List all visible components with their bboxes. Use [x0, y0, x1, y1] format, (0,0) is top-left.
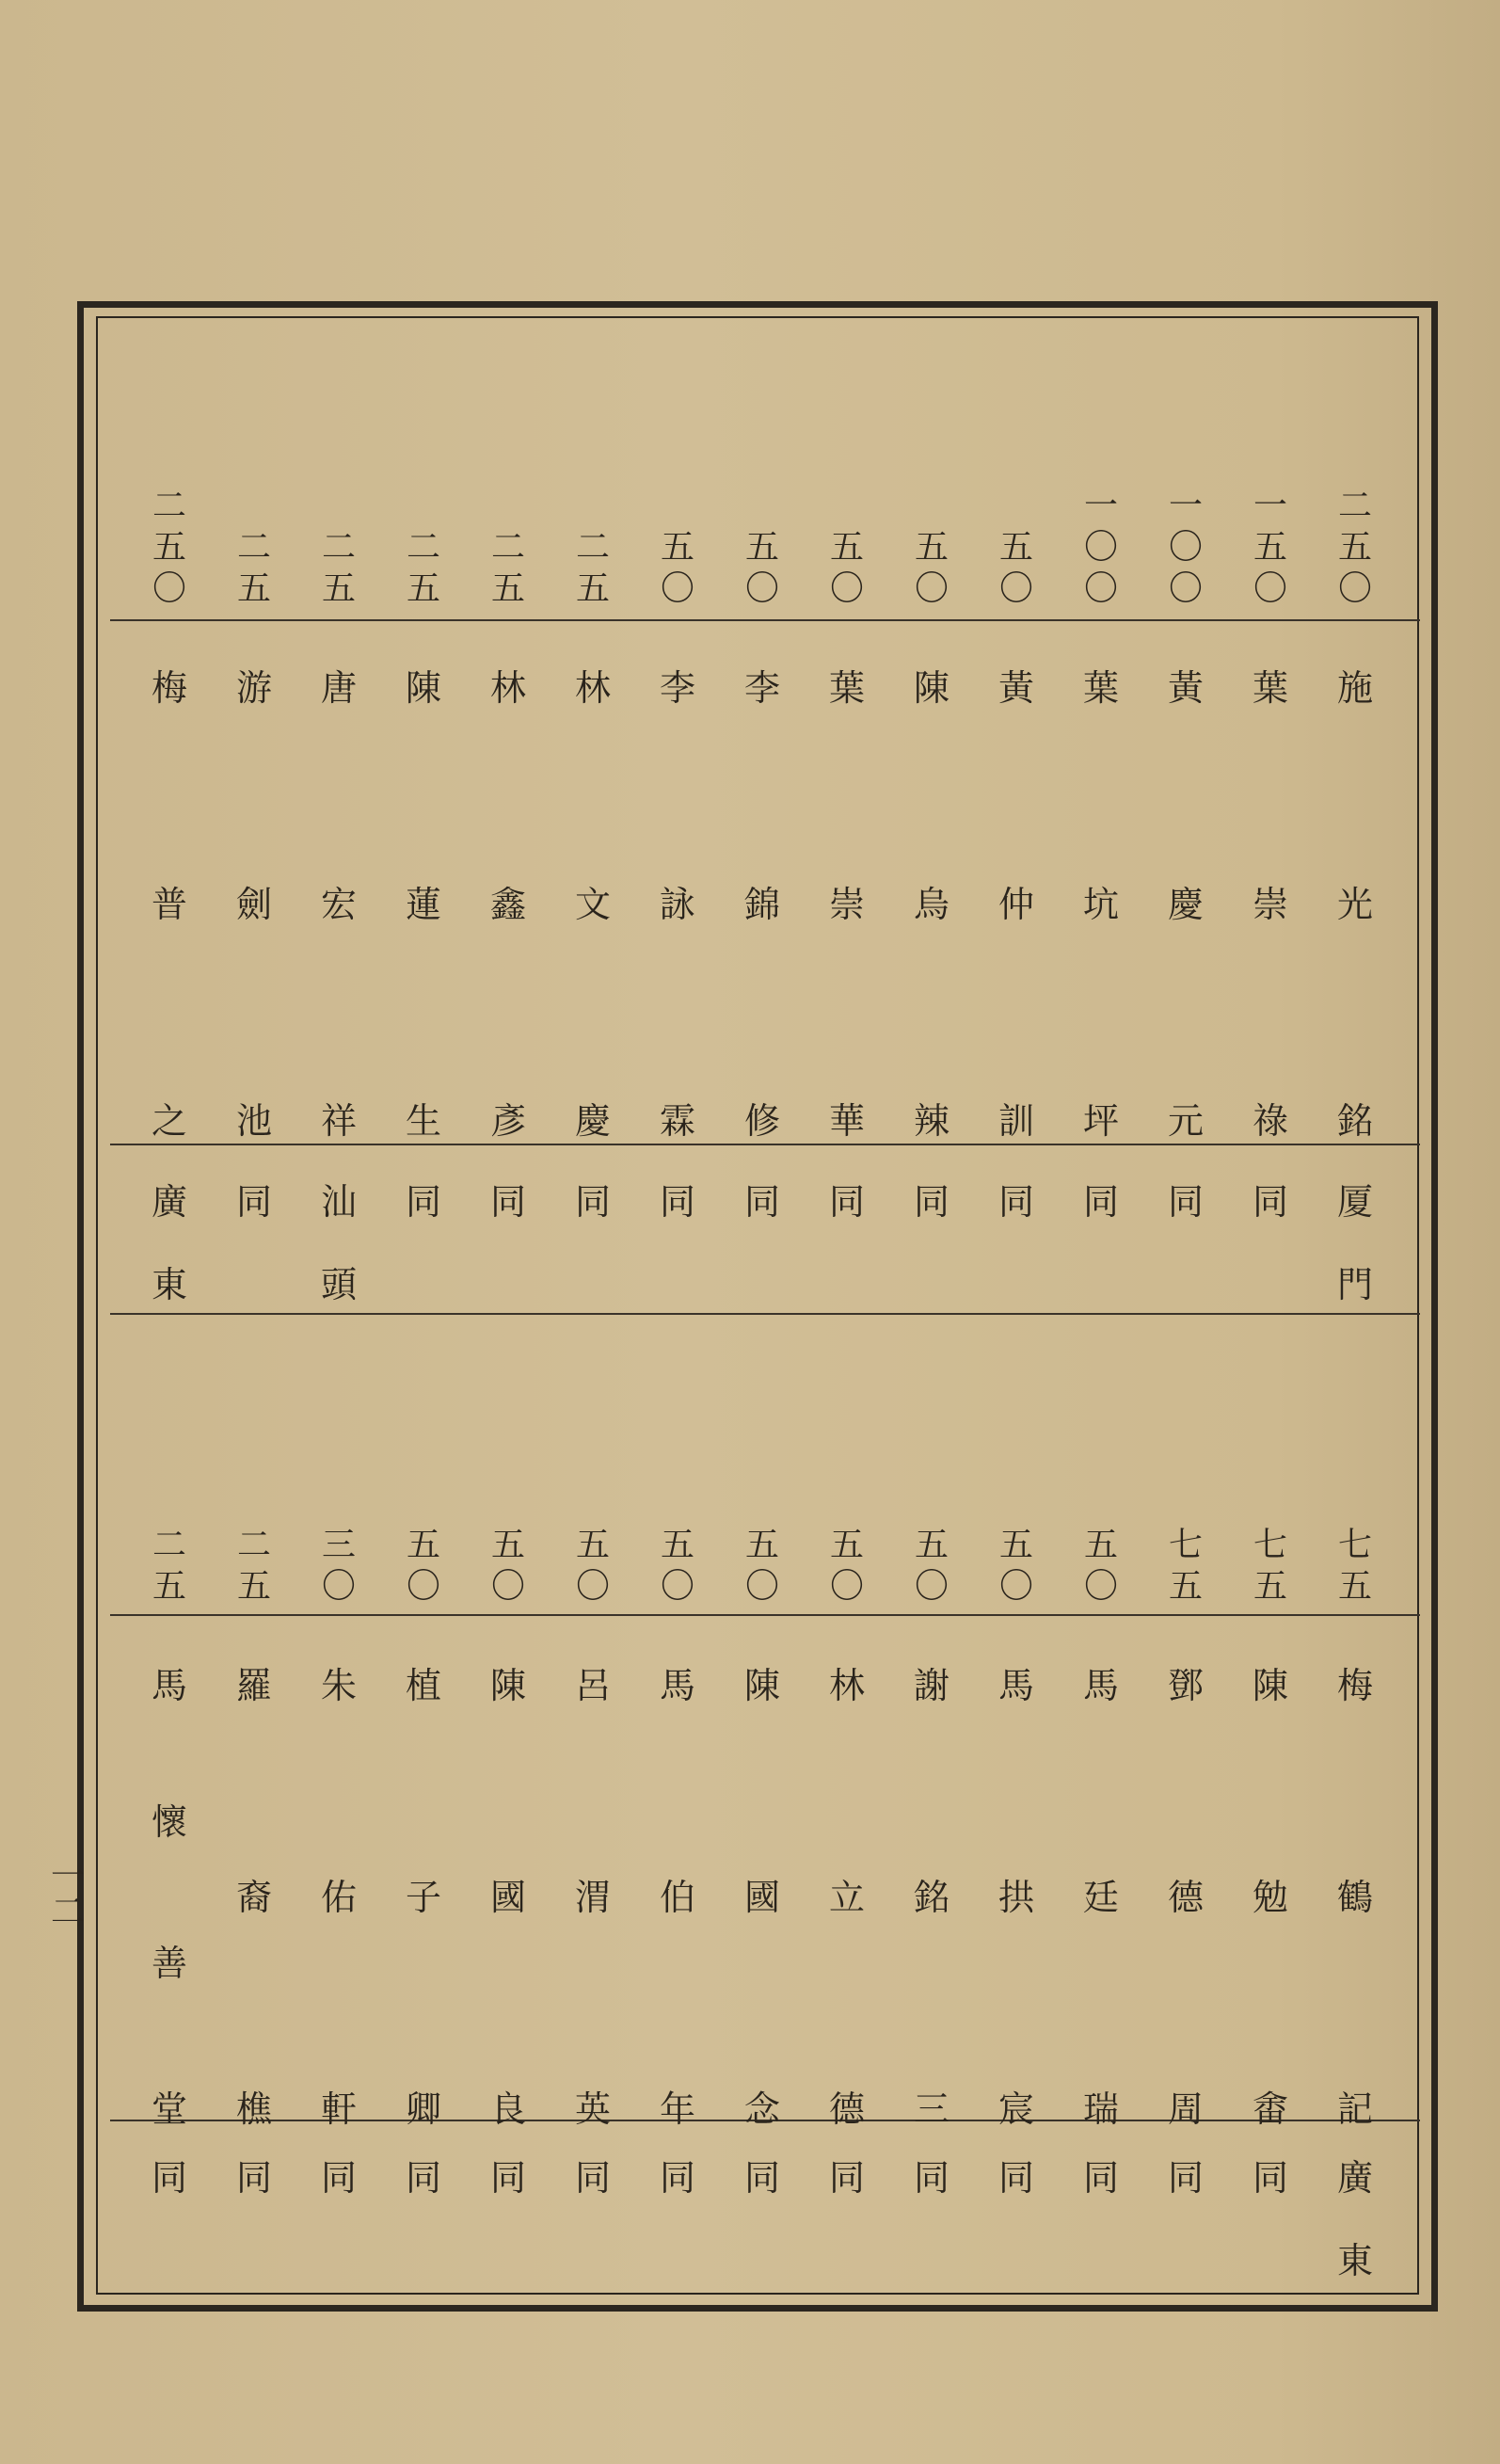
glyph: 同 — [743, 2157, 780, 2199]
donor-name-char: 崇 — [828, 884, 865, 925]
donor-name-char: 普 — [151, 884, 187, 925]
donation-amount — [551, 1525, 635, 1608]
glyph: 〇 — [490, 1567, 525, 1606]
glyph: 二 — [152, 1526, 186, 1564]
donor-name-char: 宸 — [997, 2088, 1034, 2130]
donor-name-char: 慶 — [1167, 884, 1204, 925]
donation-amount — [1059, 1525, 1143, 1608]
glyph: 〇 — [829, 1567, 864, 1606]
glyph: 同 — [320, 2157, 357, 2199]
donor-name-char: 瑞 — [1082, 2088, 1119, 2130]
glyph: 同 — [1167, 1181, 1204, 1223]
glyph: 五 — [744, 1526, 779, 1564]
donation-amount — [212, 527, 296, 610]
donor-name-char: 林 — [828, 1665, 865, 1706]
donor-name-char: 梅 — [1336, 1665, 1373, 1706]
donor-name-char: 樵 — [235, 2088, 272, 2130]
glyph: 二 — [236, 1526, 271, 1564]
glyph: 同 — [1082, 1181, 1119, 1223]
donor-name-char: 唐 — [320, 667, 357, 709]
glyph: 門 — [1336, 1264, 1373, 1305]
donor-name-char: 渭 — [574, 1877, 611, 1918]
donor-name-char: 李 — [743, 667, 780, 709]
donor-name-char: 鑫 — [489, 884, 526, 925]
donor-place — [212, 1160, 296, 1243]
donor-name-char: 文 — [574, 884, 611, 925]
glyph: 〇 — [914, 1567, 949, 1606]
glyph: 二 — [321, 528, 356, 567]
donation-amount — [720, 1525, 805, 1608]
donor-name-char: 坑 — [1082, 884, 1119, 925]
glyph: 七 — [1253, 1526, 1287, 1564]
donor-name-char: 修 — [743, 1100, 780, 1142]
donor-place — [381, 1160, 466, 1243]
donor-name-char: 坪 — [1082, 1100, 1119, 1142]
donor-place — [805, 1160, 889, 1243]
donation-amount — [1228, 1525, 1313, 1608]
bottom-amount-rule — [110, 1614, 1420, 1616]
donor-place — [974, 1160, 1059, 1243]
donation-amount — [296, 527, 381, 610]
glyph: 一 — [1168, 487, 1203, 525]
glyph: 同 — [997, 2157, 1034, 2199]
donor-place — [1059, 1160, 1143, 1243]
glyph: 廣 — [151, 1181, 187, 1223]
donor-place — [1313, 1160, 1397, 1326]
glyph: 同 — [405, 1181, 441, 1223]
glyph: 五 — [1083, 1526, 1118, 1564]
glyph: 五 — [998, 528, 1033, 567]
donation-amount — [889, 1525, 974, 1608]
donor-name-char: 銘 — [1336, 1100, 1373, 1142]
glyph: 五 — [1337, 1567, 1372, 1606]
donation-amount — [296, 1525, 381, 1608]
glyph: 一 — [1253, 487, 1287, 525]
glyph: 〇 — [1083, 1567, 1118, 1606]
glyph: 二 — [490, 528, 525, 567]
glyph: 五 — [660, 528, 694, 567]
glyph: 同 — [405, 2157, 441, 2199]
glyph: 同 — [828, 1181, 865, 1223]
donor-name-char: 卿 — [405, 2088, 441, 2130]
donor-name-char: 堂 — [151, 2088, 187, 2130]
donor-name-char: 林 — [574, 667, 611, 709]
top-place-rule — [110, 1144, 1420, 1145]
donor-name-char: 鶴 — [1336, 1877, 1373, 1918]
donor-name-char: 黃 — [997, 667, 1034, 709]
donor-place — [127, 1160, 212, 1326]
glyph: 五 — [152, 528, 186, 567]
donation-amount — [127, 1525, 212, 1608]
donor-name-char: 池 — [235, 1100, 272, 1142]
donor-name-char: 霖 — [659, 1100, 695, 1142]
glyph: 〇 — [998, 1567, 1033, 1606]
donor-place — [127, 2136, 212, 2219]
glyph: 五 — [406, 569, 440, 608]
donor-name-char: 之 — [151, 1100, 187, 1142]
glyph: 〇 — [152, 569, 186, 608]
glyph: 二 — [236, 528, 271, 567]
glyph: 同 — [489, 1181, 526, 1223]
donor-name-char: 辣 — [913, 1100, 949, 1142]
donor-place — [635, 2136, 720, 2219]
glyph: 同 — [1252, 1181, 1288, 1223]
glyph: 五 — [829, 1526, 864, 1564]
glyph: 五 — [575, 1526, 610, 1564]
donor-name-char: 德 — [828, 2088, 865, 2130]
donor-name-char: 劍 — [235, 884, 272, 925]
glyph: 同 — [913, 2157, 949, 2199]
donor-name-char: 元 — [1167, 1100, 1204, 1142]
glyph: 五 — [575, 569, 610, 608]
donor-name-char: 畬 — [1252, 2088, 1288, 2130]
glyph: 同 — [828, 2157, 865, 2199]
donor-name-char: 馬 — [151, 1665, 187, 1706]
glyph: 同 — [235, 1181, 272, 1223]
donor-name-char: 宏 — [320, 884, 357, 925]
glyph: 〇 — [660, 1567, 694, 1606]
glyph: 同 — [1252, 2157, 1288, 2199]
donor-place — [381, 2136, 466, 2219]
donor-place — [805, 2136, 889, 2219]
glyph: 〇 — [321, 1567, 356, 1606]
glyph: 〇 — [829, 569, 864, 608]
glyph: 五 — [236, 1567, 271, 1606]
donor-place — [1228, 1160, 1313, 1243]
glyph: 二 — [152, 487, 186, 525]
glyph: 二 — [406, 528, 440, 567]
donor-name-char: 錦 — [743, 884, 780, 925]
donation-amount — [805, 527, 889, 610]
top-amount-rule — [110, 619, 1420, 621]
donor-name-char: 葉 — [1252, 667, 1288, 709]
glyph: 五 — [914, 1526, 949, 1564]
donor-name-char: 羅 — [235, 1665, 272, 1706]
donor-name-char: 光 — [1336, 884, 1373, 925]
glyph: 五 — [744, 528, 779, 567]
donation-amount — [551, 527, 635, 610]
donor-name-char: 黃 — [1167, 667, 1204, 709]
glyph: 東 — [1336, 2240, 1373, 2281]
donor-name-char: 周 — [1167, 2088, 1204, 2130]
donor-name-char: 伯 — [659, 1877, 695, 1918]
donor-place — [1228, 2136, 1313, 2219]
glyph: 同 — [574, 1181, 611, 1223]
donor-name-char: 良 — [489, 2088, 526, 2130]
donor-name-char: 三 — [913, 2088, 949, 2130]
donor-name-char: 年 — [659, 2088, 695, 2130]
donor-name-char: 葉 — [1082, 667, 1119, 709]
donor-name-char: 銘 — [913, 1877, 949, 1918]
glyph: 五 — [829, 528, 864, 567]
glyph: 七 — [1337, 1526, 1372, 1564]
donor-place — [889, 2136, 974, 2219]
glyph: 同 — [997, 1181, 1034, 1223]
donation-amount — [212, 1525, 296, 1608]
donor-name-char: 祥 — [320, 1100, 357, 1142]
glyph: 同 — [659, 1181, 695, 1223]
donor-name-char: 呂 — [574, 1665, 611, 1706]
glyph: 〇 — [1337, 569, 1372, 608]
donation-amount — [1313, 486, 1397, 610]
page-number-glyph: 二 — [50, 1893, 85, 1931]
glyph: 五 — [660, 1526, 694, 1564]
donor-name-char: 謝 — [913, 1665, 949, 1706]
donor-place — [974, 2136, 1059, 2219]
donor-name-char: 蓮 — [405, 884, 441, 925]
glyph: 一 — [1083, 487, 1118, 525]
donor-name-char: 拱 — [997, 1877, 1034, 1918]
donor-name-char: 善 — [151, 1943, 187, 1984]
donor-place — [720, 1160, 805, 1243]
donor-place — [720, 2136, 805, 2219]
donor-name-char: 植 — [405, 1665, 441, 1706]
donor-name-char: 慶 — [574, 1100, 611, 1142]
glyph: 五 — [490, 569, 525, 608]
donor-name-char: 勉 — [1252, 1877, 1288, 1918]
donor-name-char: 林 — [489, 667, 526, 709]
glyph: 五 — [1168, 1567, 1203, 1606]
glyph: 五 — [406, 1526, 440, 1564]
donor-place — [889, 1160, 974, 1243]
donation-amount — [466, 527, 551, 610]
page-number-glyph: 一 — [50, 1857, 85, 1896]
donor-name-char: 馬 — [659, 1665, 695, 1706]
donation-amount — [381, 1525, 466, 1608]
donor-name-char: 施 — [1336, 667, 1373, 709]
glyph: 〇 — [744, 569, 779, 608]
glyph: 五 — [914, 528, 949, 567]
donor-name-char: 佑 — [320, 1877, 357, 1918]
donation-amount — [974, 527, 1059, 610]
glyph: 同 — [1167, 2157, 1204, 2199]
glyph: 〇 — [1083, 569, 1118, 608]
donor-name-char: 梅 — [151, 667, 187, 709]
glyph: 〇 — [744, 1567, 779, 1606]
donor-place — [551, 2136, 635, 2219]
donor-name-char: 朱 — [320, 1665, 357, 1706]
donor-place — [1059, 2136, 1143, 2219]
donation-amount — [1313, 1525, 1397, 1608]
donor-name-char: 念 — [743, 2088, 780, 2130]
donor-place — [551, 1160, 635, 1243]
donor-name-char: 烏 — [913, 884, 949, 925]
donor-name-char: 李 — [659, 667, 695, 709]
donor-name-char: 國 — [489, 1877, 526, 1918]
donor-name-char: 子 — [405, 1877, 441, 1918]
donor-name-char: 立 — [828, 1877, 865, 1918]
donor-name-char: 游 — [235, 667, 272, 709]
glyph: 二 — [575, 528, 610, 567]
donor-place — [1143, 1160, 1228, 1243]
glyph: 同 — [743, 1181, 780, 1223]
donor-name-char: 華 — [828, 1100, 865, 1142]
donor-name-char: 崇 — [1252, 884, 1288, 925]
glyph: 二 — [1337, 487, 1372, 525]
glyph: 汕 — [320, 1181, 357, 1223]
donation-amount — [805, 1525, 889, 1608]
donor-place — [212, 2136, 296, 2219]
glyph: 〇 — [1083, 528, 1118, 567]
donor-name-char: 馬 — [1082, 1665, 1119, 1706]
glyph: 〇 — [660, 569, 694, 608]
glyph: 同 — [659, 2157, 695, 2199]
glyph: 厦 — [1336, 1181, 1373, 1223]
glyph: 同 — [574, 2157, 611, 2199]
glyph: 〇 — [1168, 569, 1203, 608]
glyph: 〇 — [914, 569, 949, 608]
donation-amount — [974, 1525, 1059, 1608]
donor-name-char: 葉 — [828, 667, 865, 709]
glyph: 七 — [1168, 1526, 1203, 1564]
donor-name-char: 祿 — [1252, 1100, 1288, 1142]
donation-amount — [381, 527, 466, 610]
glyph: 五 — [1253, 1567, 1287, 1606]
donor-place — [1143, 2136, 1228, 2219]
donor-place — [635, 1160, 720, 1243]
donor-name-char: 裔 — [235, 1877, 272, 1918]
glyph: 同 — [913, 1181, 949, 1223]
glyph: 東 — [151, 1264, 187, 1305]
glyph: 五 — [1337, 528, 1372, 567]
donor-place — [466, 1160, 551, 1243]
donor-name-char: 彥 — [489, 1100, 526, 1142]
glyph: 〇 — [406, 1567, 440, 1606]
donor-name-char: 陳 — [489, 1665, 526, 1706]
donation-amount — [127, 486, 212, 610]
donor-name-char: 廷 — [1082, 1877, 1119, 1918]
donor-name-char: 記 — [1336, 2088, 1373, 2130]
donor-name-char: 懷 — [151, 1801, 187, 1843]
glyph: 頭 — [320, 1264, 357, 1305]
donation-amount — [1228, 486, 1313, 610]
donor-name-char: 陳 — [1252, 1665, 1288, 1706]
glyph: 同 — [151, 2157, 187, 2199]
glyph: 同 — [489, 2157, 526, 2199]
donation-amount — [635, 1525, 720, 1608]
donation-amount — [1059, 486, 1143, 610]
donor-name-char: 德 — [1167, 1877, 1204, 1918]
glyph: 五 — [236, 569, 271, 608]
glyph: 〇 — [998, 569, 1033, 608]
donor-name-char: 英 — [574, 2088, 611, 2130]
donor-place — [1313, 2136, 1397, 2302]
glyph: 同 — [1082, 2157, 1119, 2199]
glyph: 五 — [490, 1526, 525, 1564]
glyph: 廣 — [1336, 2157, 1373, 2199]
glyph: 〇 — [1253, 569, 1287, 608]
donor-name-char: 馬 — [997, 1665, 1034, 1706]
glyph: 〇 — [1168, 528, 1203, 567]
glyph: 五 — [152, 1567, 186, 1606]
donor-place — [296, 2136, 381, 2219]
donor-name-char: 生 — [405, 1100, 441, 1142]
glyph: 三 — [321, 1526, 356, 1564]
donation-amount — [466, 1525, 551, 1608]
donor-place — [296, 1160, 381, 1326]
page-number — [49, 1859, 87, 1930]
donor-name-char: 鄧 — [1167, 1665, 1204, 1706]
donation-amount — [635, 527, 720, 610]
inner-border — [96, 316, 1419, 2295]
donor-name-char: 國 — [743, 1877, 780, 1918]
glyph: 五 — [321, 569, 356, 608]
donor-name-char: 訓 — [997, 1100, 1034, 1142]
donation-amount — [720, 527, 805, 610]
glyph: 〇 — [575, 1567, 610, 1606]
donor-name-char: 陳 — [913, 667, 949, 709]
donation-amount — [1143, 1525, 1228, 1608]
donor-name-char: 仲 — [997, 884, 1034, 925]
donor-name-char: 詠 — [659, 884, 695, 925]
glyph: 五 — [1253, 528, 1287, 567]
donor-name-char: 陳 — [405, 667, 441, 709]
donor-place — [466, 2136, 551, 2219]
donor-name-char: 陳 — [743, 1665, 780, 1706]
donor-name-char: 軒 — [320, 2088, 357, 2130]
donation-amount — [1143, 486, 1228, 610]
glyph: 同 — [235, 2157, 272, 2199]
donation-amount — [889, 527, 974, 610]
glyph: 五 — [998, 1526, 1033, 1564]
